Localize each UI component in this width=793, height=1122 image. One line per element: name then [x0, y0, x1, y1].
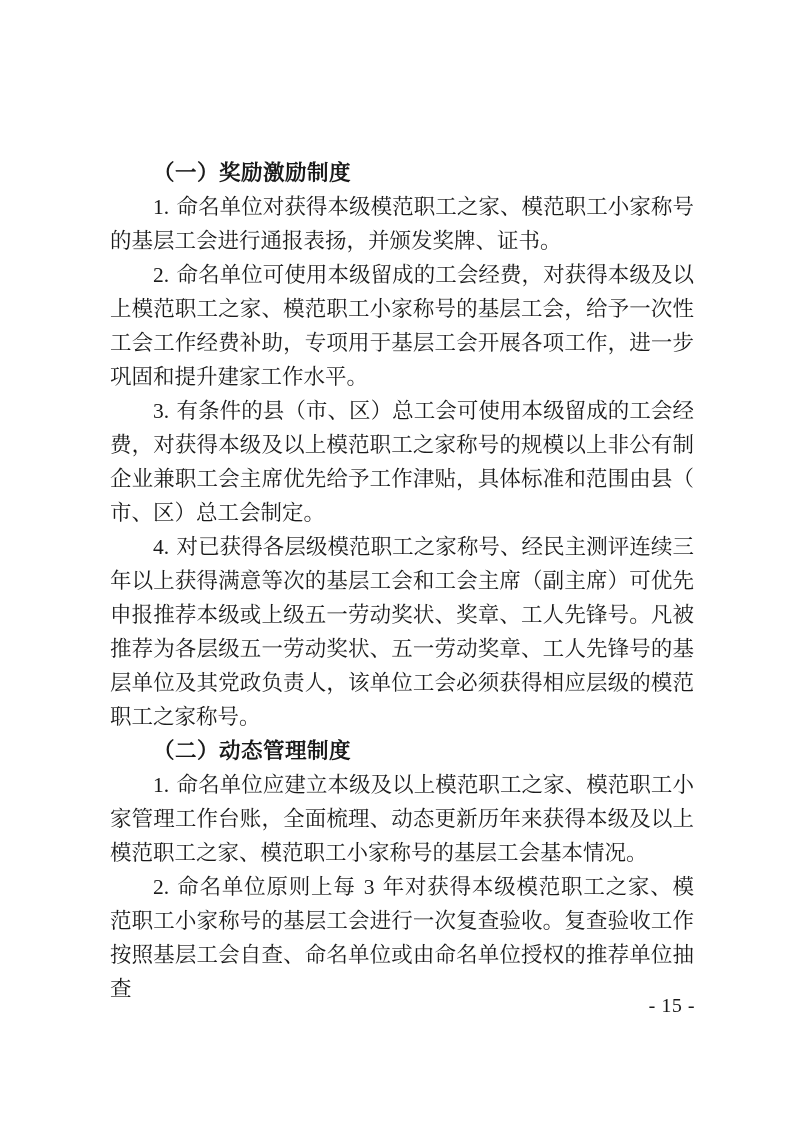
paragraph: 3. 有条件的县（市、区）总工会可使用本级留成的工会经费，对获得本级及以上模范职工之家称号的规模以上非公有制企业兼职工会主席优先给予工作津贴，具体标准和范围由县（市、区）总工会制定。: [110, 399, 694, 525]
paragraph: 1. 命名单位对获得本级模范职工之家、模范职工小家称号的基层工会进行通报表扬，并颁发奖牌、证书。: [110, 195, 694, 253]
document-text-body: [110, 156, 694, 1006]
paragraph: 4. 对已获得各层级模范职工之家称号、经民主测评连续三年以上获得满意等次的基层工会和工会主席（副主席）可优先申报推荐本级或上级五一劳动奖状、奖章、工人先锋号。凡被推荐为各层级五一劳动奖状、五一劳动奖章、工人先锋号的基层单位及其党政负责人，该单位工会必须获得相应层级的模范职工之家称号。: [110, 535, 694, 729]
page-number: - 15 -: [648, 995, 695, 1017]
section-heading-reward-incentive: （一）奖励激励制度: [153, 161, 352, 185]
section-heading-dynamic-management: （二）动态管理制度: [153, 739, 352, 763]
paragraph: 2. 命名单位可使用本级留成的工会经费，对获得本级及以上模范职工之家、模范职工小家称号的基层工会，给予一次性工会工作经费补助，专项用于基层工会开展各项工作，进一步巩固和提升建家工作水平。: [110, 263, 694, 389]
paragraph: 1. 命名单位应建立本级及以上模范职工之家、模范职工小家管理工作台账，全面梳理、动态更新历年来获得本级及以上模范职工之家、模范职工小家称号的基层工会基本情况。: [110, 773, 694, 865]
paragraph: 2. 命名单位原则上每 3 年对获得本级模范职工之家、模范职工小家称号的基层工会进行一次复查验收。复查验收工作按照基层工会自查、命名单位或由命名单位授权的推荐单位抽查: [110, 875, 694, 1001]
